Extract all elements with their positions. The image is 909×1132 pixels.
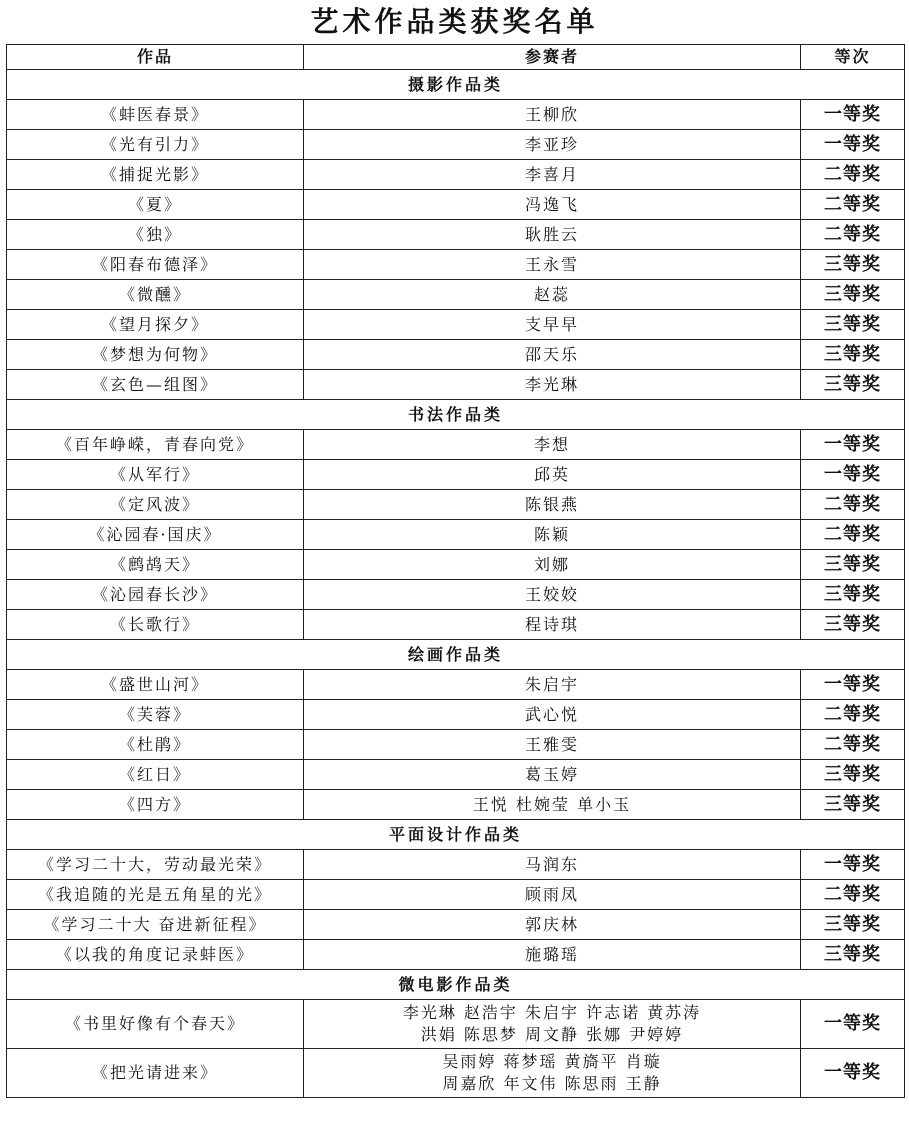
table-row — [7, 100, 905, 130]
award-level: 一等奖 — [801, 100, 905, 130]
work-title: 《学习二十大 奋进新征程》 — [7, 910, 304, 940]
award-level: 二等奖 — [801, 160, 905, 190]
work-title: 《望月探夕》 — [7, 310, 304, 340]
page-title: 艺术作品类获奖名单 — [310, 5, 599, 38]
table-row — [7, 1000, 905, 1049]
work-title: 《沁园春·国庆》 — [7, 520, 304, 550]
table-row — [7, 760, 905, 790]
award-level: 一等奖 — [801, 850, 905, 880]
award-level: 一等奖 — [801, 1000, 905, 1049]
participant-names: 李喜月 — [304, 160, 801, 190]
work-title: 《定风波》 — [7, 490, 304, 520]
work-title: 《把光请进来》 — [7, 1049, 304, 1098]
work-title: 《从军行》 — [7, 460, 304, 490]
work-title: 《光有引力》 — [7, 130, 304, 160]
participant-names: 王柳欣 — [304, 100, 801, 130]
award-level: 三等奖 — [801, 940, 905, 970]
participant-line: 吴雨婷 蒋梦瑶 黄旖平 肖璇 — [442, 1052, 662, 1071]
work-title: 《独》 — [7, 220, 304, 250]
participant-names: 顾雨凤 — [304, 880, 801, 910]
award-level: 三等奖 — [801, 790, 905, 820]
table-header-row — [7, 45, 905, 70]
table-row — [7, 610, 905, 640]
section-title: 绘画作品类 — [7, 640, 905, 670]
table-row — [7, 700, 905, 730]
section-title: 平面设计作品类 — [7, 820, 905, 850]
award-level: 一等奖 — [801, 670, 905, 700]
table-row — [7, 220, 905, 250]
table-row — [7, 880, 905, 910]
section-row — [7, 70, 905, 100]
work-title: 《阳春布德泽》 — [7, 250, 304, 280]
award-level: 三等奖 — [801, 250, 905, 280]
award-level: 一等奖 — [801, 130, 905, 160]
table-row — [7, 340, 905, 370]
table-row — [7, 910, 905, 940]
work-title: 《微醺》 — [7, 280, 304, 310]
participant-names: 支早早 — [304, 310, 801, 340]
work-title: 《捕捉光影》 — [7, 160, 304, 190]
work-title: 《杜鹃》 — [7, 730, 304, 760]
award-level: 三等奖 — [801, 910, 905, 940]
section-row — [7, 640, 905, 670]
participant-names: 王姣姣 — [304, 580, 801, 610]
work-title: 《书里好像有个春天》 — [7, 1000, 304, 1049]
participant-names: 李亚珍 — [304, 130, 801, 160]
table-row — [7, 370, 905, 400]
work-title: 《百年峥嵘，青春向党》 — [7, 430, 304, 460]
table-row — [7, 310, 905, 340]
work-title: 《鹧鸪天》 — [7, 550, 304, 580]
section-title: 微电影作品类 — [7, 970, 905, 1000]
participant-names — [304, 1049, 801, 1098]
section-row — [7, 970, 905, 1000]
table-row — [7, 160, 905, 190]
table-row — [7, 520, 905, 550]
awards-table — [6, 44, 905, 1098]
section-title: 摄影作品类 — [7, 70, 905, 100]
table-row — [7, 250, 905, 280]
table-row — [7, 730, 905, 760]
participant-names: 葛玉婷 — [304, 760, 801, 790]
award-level: 三等奖 — [801, 310, 905, 340]
work-title: 《芙蓉》 — [7, 700, 304, 730]
table-row — [7, 460, 905, 490]
table-body — [7, 70, 905, 1098]
participant-names: 马润东 — [304, 850, 801, 880]
table-row — [7, 190, 905, 220]
participant-names: 陈颖 — [304, 520, 801, 550]
table-row — [7, 580, 905, 610]
participant-names: 施璐瑶 — [304, 940, 801, 970]
table-row — [7, 430, 905, 460]
participant-names: 朱启宇 — [304, 670, 801, 700]
work-title: 《长歌行》 — [7, 610, 304, 640]
participant-names: 郭庆林 — [304, 910, 801, 940]
work-title: 《四方》 — [7, 790, 304, 820]
award-level: 二等奖 — [801, 520, 905, 550]
table-row — [7, 790, 905, 820]
participant-line: 洪娟 陈思梦 周文静 张娜 尹婷婷 — [420, 1025, 684, 1044]
work-title: 《梦想为何物》 — [7, 340, 304, 370]
participant-names: 冯逸飞 — [304, 190, 801, 220]
participant-names: 程诗琪 — [304, 610, 801, 640]
table-row — [7, 490, 905, 520]
work-title: 《我追随的光是五角星的光》 — [7, 880, 304, 910]
table-row — [7, 1049, 905, 1098]
table-row — [7, 550, 905, 580]
award-level: 二等奖 — [801, 700, 905, 730]
award-level: 三等奖 — [801, 370, 905, 400]
section-row — [7, 400, 905, 430]
table-row — [7, 940, 905, 970]
participant-names: 李想 — [304, 430, 801, 460]
award-level: 一等奖 — [801, 460, 905, 490]
participant-line: 周嘉欣 年文伟 陈思雨 王静 — [442, 1074, 662, 1093]
award-level: 二等奖 — [801, 190, 905, 220]
award-level: 一等奖 — [801, 1049, 905, 1098]
award-level: 二等奖 — [801, 730, 905, 760]
award-level: 三等奖 — [801, 610, 905, 640]
header-participant: 参赛者 — [304, 45, 801, 70]
participant-line: 李光琳 赵浩宇 朱启宇 许志诺 黄苏涛 — [402, 1003, 702, 1022]
table-row — [7, 850, 905, 880]
header-award: 等次 — [801, 45, 905, 70]
work-title: 《盛世山河》 — [7, 670, 304, 700]
work-title: 《夏》 — [7, 190, 304, 220]
participant-names: 王悦 杜婉莹 单小玉 — [304, 790, 801, 820]
award-level: 一等奖 — [801, 430, 905, 460]
work-title: 《以我的角度记录蚌医》 — [7, 940, 304, 970]
participant-names: 耿胜云 — [304, 220, 801, 250]
header-work: 作品 — [7, 45, 304, 70]
award-level: 三等奖 — [801, 760, 905, 790]
participant-names: 赵蕊 — [304, 280, 801, 310]
award-level: 三等奖 — [801, 340, 905, 370]
award-level: 二等奖 — [801, 490, 905, 520]
award-level: 二等奖 — [801, 880, 905, 910]
participant-names: 邵天乐 — [304, 340, 801, 370]
award-level: 三等奖 — [801, 280, 905, 310]
participant-names: 王永雪 — [304, 250, 801, 280]
work-title: 《蚌医春景》 — [7, 100, 304, 130]
section-title: 书法作品类 — [7, 400, 905, 430]
participant-names: 王雅雯 — [304, 730, 801, 760]
award-level: 三等奖 — [801, 580, 905, 610]
work-title: 《学习二十大，劳动最光荣》 — [7, 850, 304, 880]
table-row — [7, 130, 905, 160]
table-row — [7, 280, 905, 310]
work-title: 《沁园春长沙》 — [7, 580, 304, 610]
work-title: 《红日》 — [7, 760, 304, 790]
participant-names: 李光琳 — [304, 370, 801, 400]
participant-names: 邱英 — [304, 460, 801, 490]
award-level: 三等奖 — [801, 550, 905, 580]
work-title: 《玄色—组图》 — [7, 370, 304, 400]
table-row — [7, 670, 905, 700]
award-level: 二等奖 — [801, 220, 905, 250]
participant-names: 刘娜 — [304, 550, 801, 580]
participant-names: 陈银燕 — [304, 490, 801, 520]
participant-names — [304, 1000, 801, 1049]
section-row — [7, 820, 905, 850]
participant-names: 武心悦 — [304, 700, 801, 730]
